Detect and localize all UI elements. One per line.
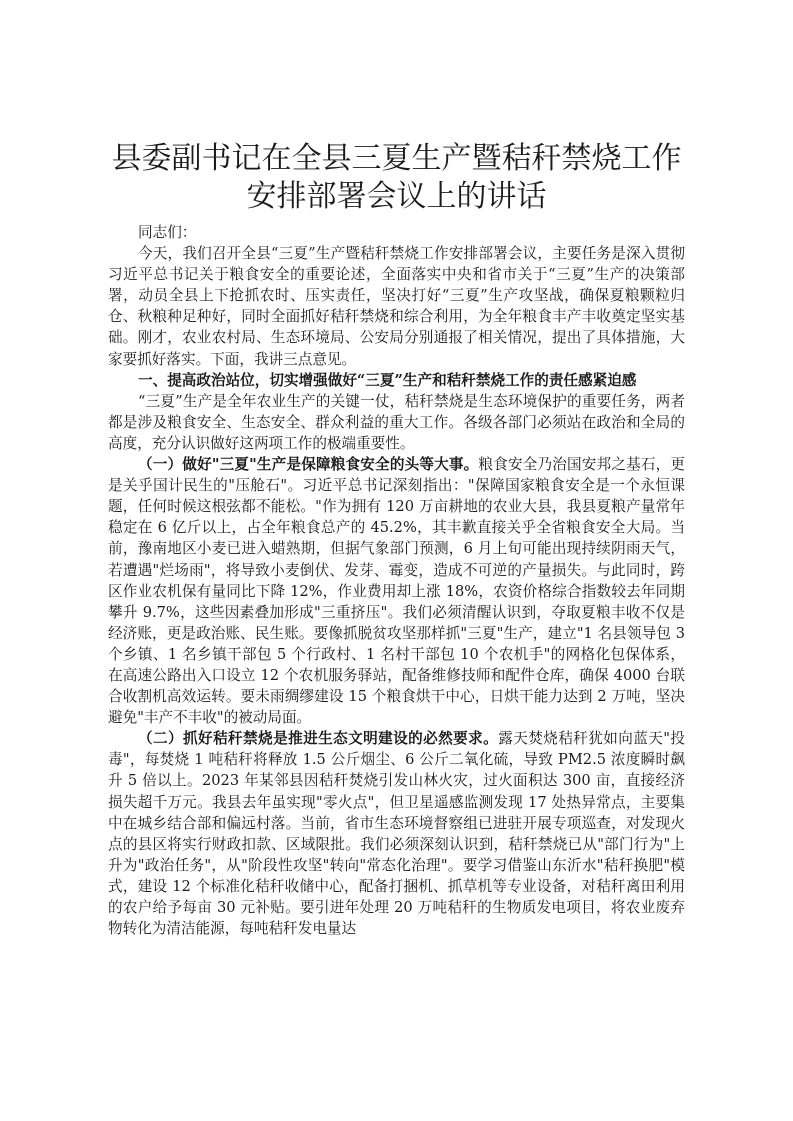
document-title: 县委副书记在全县三夏生产暨秸秆禁烧工作安排部署会议上的讲话 [111, 141, 682, 214]
subsection-1-lead: （一）做好"三夏"生产是保障粮食安全的头等大事。 [138, 456, 479, 474]
subsection-2-body: 露天焚烧秸秆犹如向蓝天"投毒"，每焚烧 1 吨秸秆将释放 1.5 公斤烟尘、6 公斤二氧化硫，导致 PM2.5 浓度瞬时飙升 5 倍以上。2023 年某邻县因秸秆焚烧引发山林火灾，过火面积达 300 亩，直接经济损失超千万元。我县去年虽实现"零火点"，但卫星遥感监测发现 17 处热异常点，主要集中在城乡结合部和偏远村落。当前，省市生态环境督察组已进驻开展专项巡查，对发现火点的县区将实行财政扣款、区域限批。我们必须深刻认识到，秸秆禁烧已从"部门行为"上升为"政治任务"，从"阶段性攻坚"转向"常态化治理"。要学习借鉴山东沂水"秸秆换肥"模式，建设 12 个标准化秸秆收储中心，配备打捆机、抓草机等专业设备，对秸秆离田利用的农户给予每亩 30 元补贴。要引进年处理 20 万吨秸秆的生物质发电项目，将农业废弃物转化为清洁能源，每吨秸秆发电量达 [108, 730, 685, 938]
intro-paragraph: 今天，我们召开全县“三夏”生产暨秸秆禁烧工作安排部署会议，主要任务是深入贯彻习近平总书记关于粮食安全的重要论述，全面落实中央和省市关于“三夏”生产的决策部署，动员全县上下抢抓农时、压实责任，坚决打好“三夏”生产攻坚战，确保夏粮颗粒归仓、秋粮种足种好，同时全面抓好秸秆禁烧和综合利用，为全年粮食丰产丰收奠定坚实基础。刚才，农业农村局、生态环境局、公安局分别通报了相关情况，提出了具体措施，大家要抓好落实。下面，我讲三点意见。 [108, 245, 685, 368]
subsection-1-paragraph [108, 454, 685, 728]
subsection-1-body: 粮食安全乃治国安邦之基石，更是关乎国计民生的"压舱石"。习近平总书记深刻指出："保障国家粮食安全是一个永恒课题，任何时候这根弦都不能松。"作为拥有 120 万亩耕地的农业大县，我县夏粮产量常年稳定在 6 亿斤以上，占全年粮食总产的 45.2%，其丰歉直接关乎全省粮食安全大局。当前，豫南地区小麦已进入蜡熟期，但据气象部门预测，6 月上旬可能出现持续阴雨天气，若遭遇"烂场雨"，将导致小麦倒伏、发芽、霉变，造成不可逆的产量损失。与此同时，跨区作业农机保有量同比下降 12%，作业费用却上涨 18%，农资价格综合指数较去年同期攀升 9.7%，这些因素叠加形成"三重挤压"。我们必须清醒认识到，夺取夏粮丰收不仅是经济账，更是政治账、民生账。要像抓脱贫攻坚那样抓"三夏"生产，建立"1 名县领导包 3 个乡镇、1 名乡镇干部包 5 个行政村、1 名村干部包 10 个农机手"的网格化包保体系，在高速公路出入口设立 12 个农机服务驿站，配备维修技师和配件仓库，确保 4000 台联合收割机高效运转。要未雨绸缪建设 15 个粮食烘干中心，日烘干能力达到 2 万吨，坚决避免"丰产不丰收"的被动局面。 [108, 456, 685, 727]
section-1-body: “三夏”生产是全年农业生产的关键一仗，秸秆禁烧是生态环境保护的重要任务，两者都是涉及粮食安全、生态安全、群众利益的重大工作。各级各部门必须站在政治和全局的高度，充分认识做好这两项工作的极端重要性。 [108, 392, 685, 452]
subsection-2-lead: （二）抓好秸秆禁烧是推进生态文明建设的必然要求。 [138, 730, 499, 748]
greeting: 同志们： [138, 224, 197, 241]
section-1-heading: 一、提高政治站位，切实增强做好“三夏”生产和秸秆禁烧工作的责任感紧迫感 [138, 371, 637, 389]
subsection-2-paragraph [108, 728, 685, 939]
